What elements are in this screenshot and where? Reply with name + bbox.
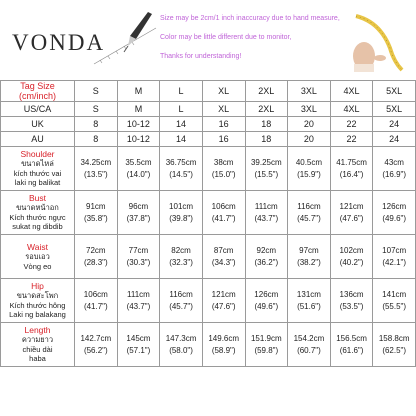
table-cell	[245, 279, 288, 323]
cm-value: 149.6cm	[208, 333, 240, 343]
table-cell: 24	[373, 117, 416, 132]
au-row	[1, 132, 416, 147]
size-table	[0, 80, 416, 367]
table-cell	[288, 147, 331, 191]
row-label: AU	[1, 132, 75, 147]
table-cell	[75, 191, 118, 235]
table-cell: S	[75, 102, 118, 117]
inch-value: (45.7")	[169, 301, 193, 311]
cm-value: 82cm	[171, 245, 191, 255]
inch-value: (32.3")	[169, 257, 193, 267]
cm-value: 97cm	[299, 245, 319, 255]
cm-value: 106cm	[83, 289, 108, 299]
inch-value: (55.5")	[382, 301, 407, 311]
table-cell	[330, 235, 373, 279]
table-cell	[330, 279, 373, 323]
measurement-translation: Laki ng balakang	[9, 310, 66, 320]
note-line: Color may be little different due to monitor,	[160, 34, 292, 41]
table-cell: 14	[160, 132, 203, 147]
inch-value: (42.1")	[382, 257, 407, 267]
measurement-translation: Kích thước hông	[9, 300, 66, 310]
inch-value: (58.0")	[169, 345, 193, 355]
row-label: US/CA	[1, 102, 75, 117]
table-cell	[330, 147, 373, 191]
table-cell	[160, 191, 203, 235]
cm-value: 111cm	[254, 201, 278, 211]
hip-row	[1, 279, 416, 323]
row-label: UK	[1, 117, 75, 132]
cm-value: 77cm	[128, 245, 149, 255]
measurement-translation: haba	[29, 354, 46, 364]
cm-value: 91cm	[86, 201, 106, 211]
measuring-tape-icon	[350, 8, 408, 74]
size-header: 5XL	[373, 81, 416, 102]
length-row	[1, 323, 416, 367]
cm-value: 158.8cm	[378, 333, 410, 343]
inch-value: (15.5")	[254, 169, 279, 179]
measurement-label	[1, 191, 75, 235]
tag-size-row	[1, 81, 416, 102]
inch-value: (53.5")	[339, 301, 364, 311]
table-cell	[245, 323, 288, 367]
table-cell	[160, 323, 203, 367]
cm-value: 142.7cm	[80, 333, 112, 343]
notes	[160, 9, 360, 66]
cm-value: 35.5cm	[125, 157, 152, 167]
table-cell: 18	[245, 117, 288, 132]
table-cell	[288, 235, 331, 279]
cm-value: 116cm	[297, 201, 321, 211]
table-cell: 24	[373, 132, 416, 147]
inch-value: (38.2")	[297, 257, 321, 267]
waist-row	[1, 235, 416, 279]
measurement-title: Bust	[28, 193, 46, 204]
inch-value: (58.9")	[211, 345, 236, 355]
cm-value: 151.9cm	[250, 333, 282, 343]
inch-value: (49.6")	[254, 301, 279, 311]
note-line: Thanks for understanding!	[160, 53, 242, 60]
table-cell: 10-12	[117, 132, 160, 147]
cm-value: 43cm	[384, 157, 404, 167]
table-cell: 3XL	[288, 102, 331, 117]
cm-value: 106cm	[211, 201, 236, 211]
note-line: Size may be 2cm/1 inch inaccuracy due to hand measure,	[160, 15, 340, 22]
table-cell: 20	[288, 117, 331, 132]
table-cell	[245, 147, 288, 191]
measurement-label	[1, 147, 75, 191]
header	[0, 0, 416, 80]
inch-value: (40.2")	[339, 257, 364, 267]
inch-value: (51.6")	[297, 301, 321, 311]
table-cell	[160, 147, 203, 191]
table-cell	[75, 235, 118, 279]
table-cell: 2XL	[245, 102, 288, 117]
table-cell: 20	[288, 132, 331, 147]
shoulder-row	[1, 147, 416, 191]
size-header: M	[117, 81, 160, 102]
cm-value: 102cm	[339, 245, 364, 255]
inch-value: (37.8")	[126, 213, 151, 223]
table-cell	[117, 279, 160, 323]
inch-value: (16.9")	[382, 169, 407, 179]
measurement-title: Waist	[27, 242, 48, 252]
cm-value: 156.5cm	[336, 333, 367, 343]
measurement-title: Hip	[31, 281, 44, 292]
table-cell: M	[117, 102, 160, 117]
table-cell	[117, 323, 160, 367]
inch-value: (28.3")	[83, 257, 108, 267]
table-cell	[160, 279, 203, 323]
measurement-translation: ขนาดสะโพก	[16, 291, 59, 301]
table-cell	[75, 147, 118, 191]
size-header: L	[160, 81, 203, 102]
inch-value: (47.6")	[339, 213, 364, 223]
brand-logo: VONDA	[12, 30, 106, 55]
table-cell: 14	[160, 117, 203, 132]
table-cell	[373, 191, 416, 235]
cm-value: 87cm	[213, 245, 234, 255]
size-header: XL	[202, 81, 245, 102]
cm-value: 121cm	[211, 289, 236, 299]
measurement-translation: sukat ng dibdib	[12, 222, 63, 232]
measurement-translation: kích thước vai	[13, 168, 62, 178]
measurement-translation: รอบเอว	[25, 252, 50, 261]
cm-value: 126cm	[254, 289, 279, 299]
cm-value: 101cm	[169, 201, 194, 211]
size-header: S	[75, 81, 118, 102]
table-cell	[373, 235, 416, 279]
inch-value: (49.6")	[382, 213, 407, 223]
inch-value: (14.0")	[126, 169, 151, 179]
measurement-translation: ขนาดไหล่	[21, 159, 54, 169]
table-cell	[245, 235, 288, 279]
table-cell	[117, 235, 160, 279]
table-cell	[202, 191, 245, 235]
table-cell: 5XL	[373, 102, 416, 117]
table-cell	[245, 191, 288, 235]
bust-row	[1, 191, 416, 235]
table-cell	[288, 323, 331, 367]
inch-value: (14.5")	[169, 169, 193, 179]
cm-value: 136cm	[339, 289, 364, 299]
table-cell	[202, 279, 245, 323]
measurement-label	[1, 235, 75, 279]
table-cell	[202, 323, 245, 367]
cm-value: 154.2cm	[293, 333, 325, 343]
us-ca-row	[1, 102, 416, 117]
cm-value: 107cm	[382, 245, 407, 255]
inch-value: (59.8")	[254, 345, 279, 355]
inch-value: (43.7")	[254, 213, 279, 223]
cm-value: 38cm	[213, 157, 234, 167]
size-header: 2XL	[245, 81, 288, 102]
cm-value: 121cm	[339, 201, 364, 211]
table-cell: L	[160, 102, 203, 117]
cm-value: 39.25cm	[250, 157, 282, 167]
inch-value: (36.2")	[254, 257, 279, 267]
inch-value: (16.4")	[339, 169, 364, 179]
table-cell	[75, 279, 118, 323]
cm-value: 111cm	[127, 289, 150, 299]
cm-value: 126cm	[382, 201, 407, 211]
pen-icon	[90, 6, 160, 70]
table-cell: 10-12	[117, 117, 160, 132]
measurement-translation: Vòng eo	[23, 261, 52, 271]
table-cell: 18	[245, 132, 288, 147]
inch-value: (13.5")	[83, 169, 108, 179]
cm-value: 145cm	[126, 333, 151, 343]
inch-value: (15.9")	[297, 169, 321, 179]
inch-value: (41.7")	[83, 301, 108, 311]
size-header: 3XL	[288, 81, 331, 102]
inch-value: (41.7")	[211, 213, 236, 223]
cm-value: 147.3cm	[165, 333, 197, 343]
table-cell	[160, 235, 203, 279]
measurement-title: Shoulder	[20, 149, 55, 160]
cm-value: 36.75cm	[165, 157, 197, 167]
inch-value: (47.6")	[211, 301, 236, 311]
table-cell	[202, 147, 245, 191]
cm-value: 72cm	[86, 245, 106, 255]
measurement-translation: Kích thước ngực	[9, 212, 66, 222]
inch-value: (60.7")	[297, 345, 321, 355]
inch-value: (35.8")	[83, 213, 108, 223]
table-cell	[117, 147, 160, 191]
inch-value: (43.7")	[126, 301, 151, 311]
cm-value: 92cm	[256, 245, 277, 255]
measurement-label	[1, 323, 75, 367]
table-cell: XL	[202, 102, 245, 117]
cm-value: 116cm	[169, 289, 193, 299]
inch-value: (39.8")	[169, 213, 193, 223]
table-cell: 22	[330, 132, 373, 147]
inch-value: (34.3")	[211, 257, 236, 267]
table-cell: 16	[202, 117, 245, 132]
size-header: 4XL	[330, 81, 373, 102]
measurement-translation: chiều dài	[22, 344, 53, 354]
tag-size-label: Tag Size (cm/inch)	[1, 81, 75, 102]
cm-value: 41.75cm	[336, 157, 367, 167]
measurement-title: Length	[24, 325, 51, 336]
measurement-translation: ขนาดหน้าอก	[16, 203, 59, 213]
cm-value: 34.25cm	[80, 157, 112, 167]
cm-value: 40.5cm	[295, 157, 323, 167]
table-cell: 16	[202, 132, 245, 147]
table-cell: 4XL	[330, 102, 373, 117]
table-cell	[75, 323, 118, 367]
measurement-translation: laki ng balikat	[14, 178, 61, 188]
measurement-label	[1, 279, 75, 323]
table-cell	[117, 191, 160, 235]
cm-value: 96cm	[128, 201, 149, 211]
cm-value: 131cm	[296, 289, 321, 299]
table-cell	[373, 323, 416, 367]
table-cell	[373, 279, 416, 323]
inch-value: (61.6")	[339, 345, 364, 355]
table-cell: 22	[330, 117, 373, 132]
table-cell	[202, 235, 245, 279]
inch-value: (56.2")	[83, 345, 108, 355]
cm-value: 141cm	[382, 289, 407, 299]
table-cell: 8	[75, 117, 118, 132]
inch-value: (30.3")	[126, 257, 151, 267]
table-cell	[288, 279, 331, 323]
table-cell	[288, 191, 331, 235]
inch-value: (15.0")	[211, 169, 236, 179]
table-cell	[330, 323, 373, 367]
inch-value: (45.7")	[297, 213, 321, 223]
table-cell	[330, 191, 373, 235]
inch-value: (57.1")	[126, 345, 151, 355]
measurement-translation: ความยาว	[21, 335, 54, 345]
table-cell: 8	[75, 132, 118, 147]
uk-row	[1, 117, 416, 132]
table-cell	[373, 147, 416, 191]
inch-value: (62.5")	[382, 345, 407, 355]
